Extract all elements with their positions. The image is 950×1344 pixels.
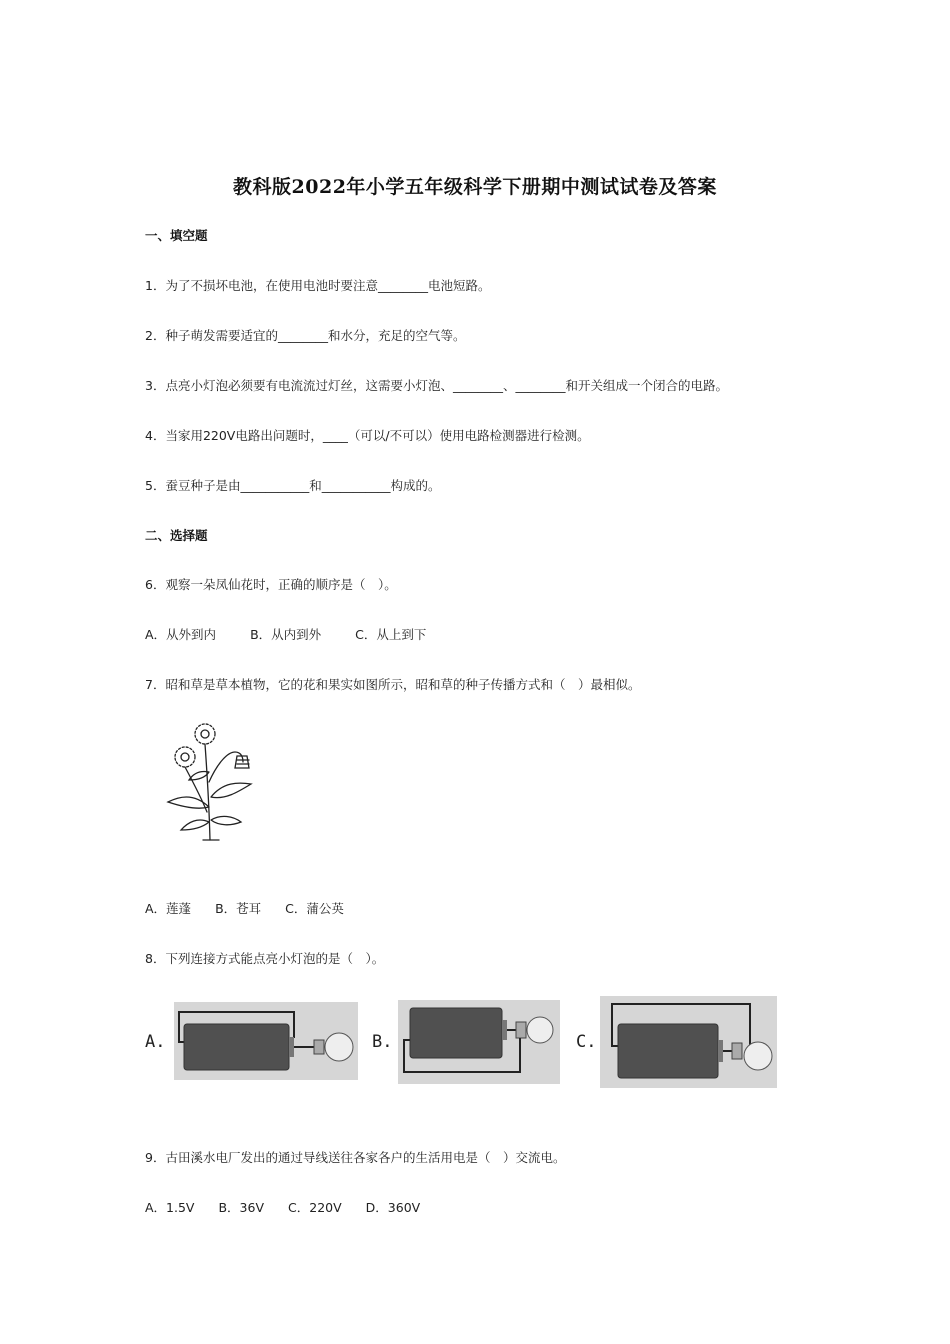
question-9: 9．古田溪水电厂发出的通过导线送往各家各户的生活用电是（ ）交流电。 bbox=[145, 1150, 566, 1165]
option-c: C．220V bbox=[288, 1200, 342, 1215]
option-c: C．蒲公英 bbox=[285, 901, 344, 916]
option-b: B．苍耳 bbox=[215, 901, 262, 916]
option-a: A．从外到内 bbox=[145, 627, 217, 642]
option-a: A．莲蓬 bbox=[145, 901, 192, 916]
circuit-a-image bbox=[174, 1002, 358, 1080]
plant-drawing bbox=[163, 712, 263, 847]
circuit-b-drawing bbox=[398, 1000, 560, 1084]
plant-illustration bbox=[163, 712, 263, 847]
section-fill-blank: 一、填空题 bbox=[145, 228, 208, 243]
options-question-9 bbox=[145, 1198, 420, 1216]
question-2: 2．种子萌发需要适宜的________和水分，充足的空气等。 bbox=[145, 328, 466, 343]
circuit-a-drawing bbox=[174, 1002, 358, 1080]
question-1: 1．为了不损坏电池，在使用电池时要注意________电池短路。 bbox=[145, 278, 491, 293]
option-d: D．360V bbox=[365, 1200, 421, 1215]
page-title: 教科版2022年小学五年级科学下册期中测试试卷及答案 bbox=[233, 176, 717, 198]
question-3: 3．点亮小灯泡必须要有电流流过灯丝，这需要小灯泡、________、________和开关组成一个闭合的电路。 bbox=[145, 378, 728, 393]
option-c: C．从上到下 bbox=[355, 627, 427, 642]
circuit-a-label: A. bbox=[145, 1032, 166, 1052]
question-8: 8．下列连接方式能点亮小灯泡的是（ ）。 bbox=[145, 951, 385, 966]
circuit-c-drawing bbox=[600, 996, 777, 1088]
question-4: 4．当家用220V电路出问题时，____（可以/不可以）使用电路检测器进行检测。 bbox=[145, 428, 590, 443]
circuit-b-image bbox=[398, 1000, 560, 1084]
option-b: B．从内到外 bbox=[250, 627, 322, 642]
option-a: A．1.5V bbox=[145, 1200, 195, 1215]
question-5: 5．蚕豆种子是由___________和___________构成的。 bbox=[145, 478, 441, 493]
circuit-c-label: C. bbox=[576, 1032, 597, 1052]
circuit-b-label: B. bbox=[372, 1032, 393, 1052]
question-7: 7．昭和草是草本植物，它的花和果实如图所示，昭和草的种子传播方式和（ ）最相似。 bbox=[145, 677, 641, 692]
section-choice: 二、选择题 bbox=[145, 528, 208, 543]
options-question-6 bbox=[145, 625, 426, 643]
question-6: 6．观察一朵凤仙花时，正确的顺序是（ ）。 bbox=[145, 577, 397, 592]
circuit-c-image bbox=[600, 996, 777, 1088]
option-b: B．36V bbox=[218, 1200, 265, 1215]
options-question-7 bbox=[145, 899, 344, 917]
